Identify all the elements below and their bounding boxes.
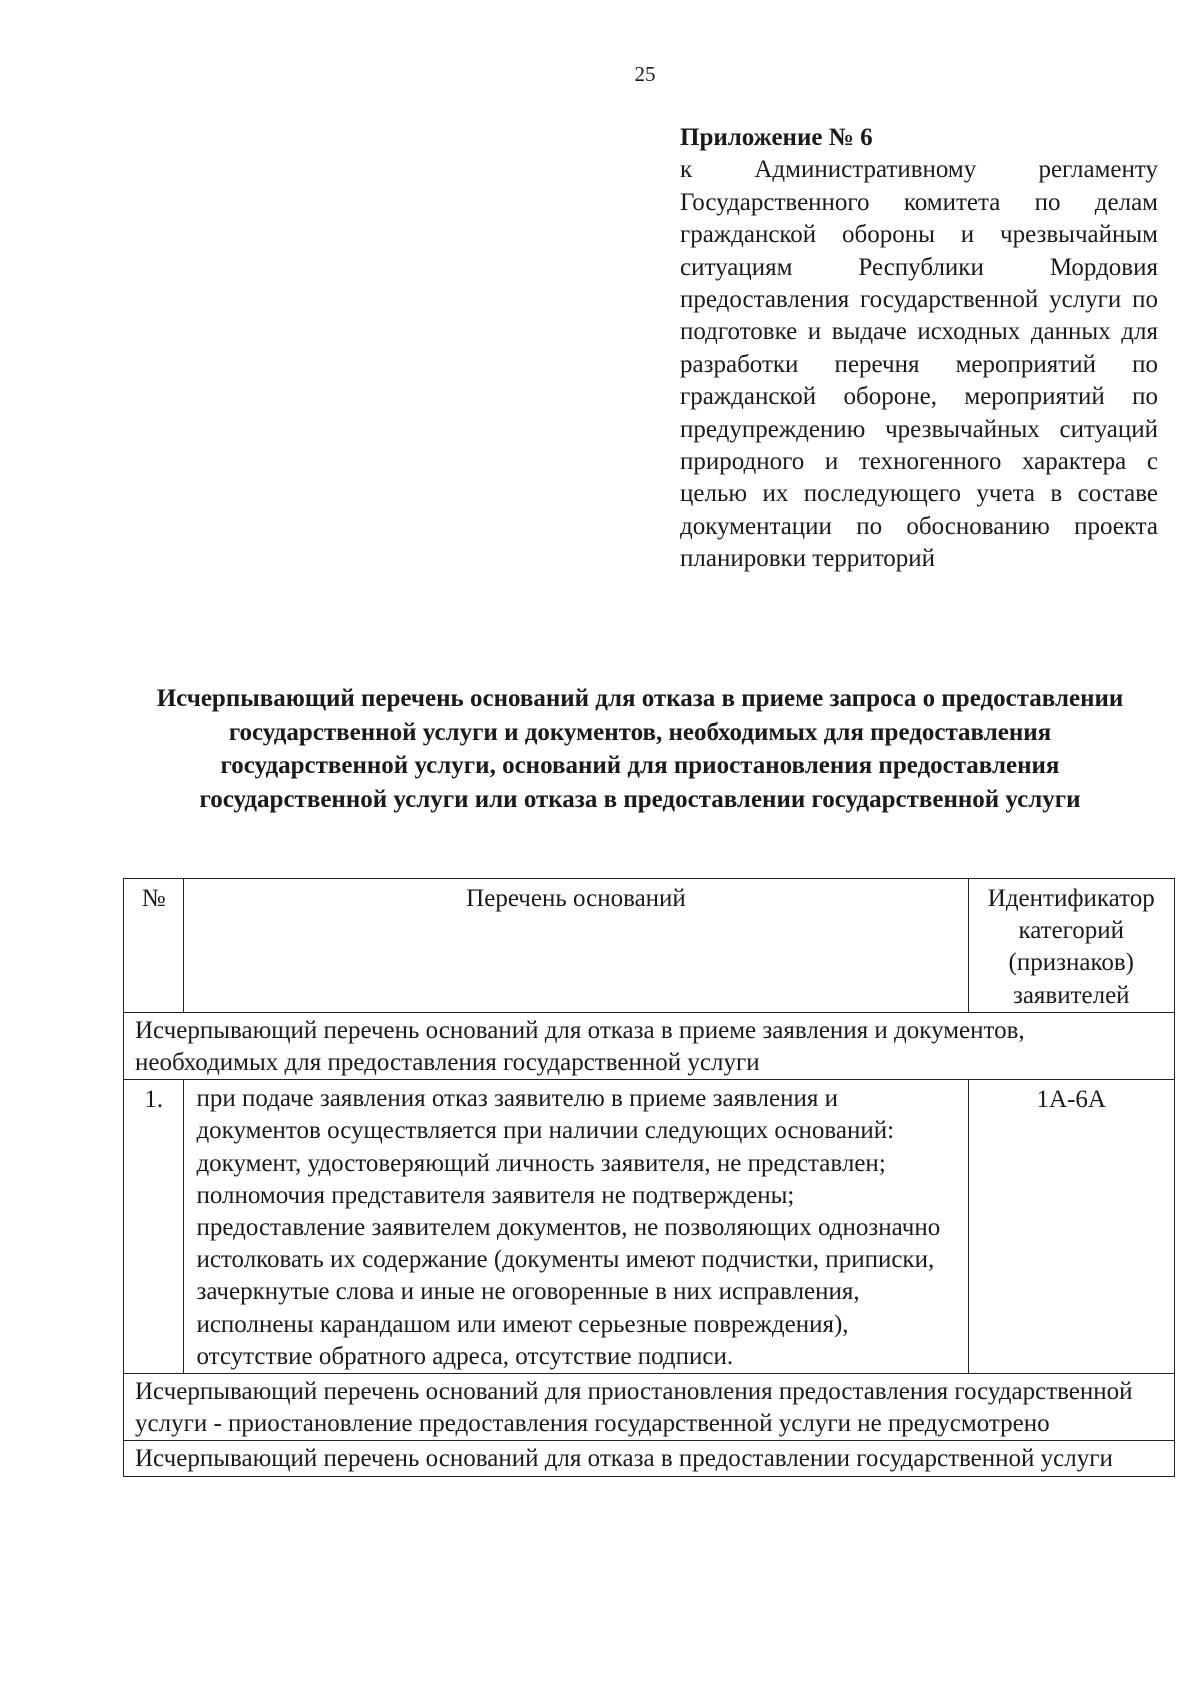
section-refusal-provision: Исчерпывающий перечень оснований для отказа в предоставлении государственной услуги bbox=[124, 1441, 1175, 1476]
page-number: 25 bbox=[634, 62, 656, 86]
table-section-row bbox=[124, 1374, 1175, 1441]
header-number: № bbox=[124, 879, 184, 1013]
row-number: 1. bbox=[124, 1080, 184, 1374]
header-grounds-list: Перечень оснований bbox=[184, 879, 968, 1013]
document-heading: Исчерпывающий перечень оснований для отказа в приеме запроса о предоставлении государственной услуги и документов, необходимых для предоставления государственной услуги, оснований для приостановления предоставления государственной услуги или отказа в предоставлении государственной услуги bbox=[156, 685, 1124, 813]
header-category-identifier-text: Идентификатор категорий (признаков) заявителей bbox=[987, 885, 1155, 1009]
table-section-row bbox=[124, 1012, 1175, 1079]
row-grounds-text: при подаче заявления отказ заявителю в приеме заявления и документов осуществляется при наличии следующих оснований: документ, удостоверяющий личность заявителя, не представлен; полномочия представителя заявителя не подтверждены; предоставление заявителем документов, не позволяющих однозначно истолковать их содержание (документы имеют подчистки, приписки, зачеркнутые слова и иные не оговоренные в них исправления, исполнены карандашом или имеют серьезные повреждения), отсутствие обратного адреса, отсутствие подписи. bbox=[184, 1080, 968, 1374]
header-category-identifier bbox=[968, 879, 1174, 1013]
grounds-table bbox=[123, 878, 1175, 1477]
table-header-row bbox=[124, 879, 1175, 1013]
row-category-identifier: 1А-6А bbox=[968, 1080, 1174, 1374]
appendix-body: к Административному регламенту Государственного комитета по делам гражданской обороны и чрезвычайным ситуациям Республики Мордовия предоставления государственной услуги по подготовке и выдаче исходных данных для разработки перечня мероприятий по гражданской обороне, мероприятий по предупреждению чрезвычайных ситуаций природного и техногенного характера с целью их последующего учета в составе документации по обоснованию проекта планировки территорий bbox=[680, 156, 1158, 573]
section-suspension: Исчерпывающий перечень оснований для приостановления предоставления государственной услуги - приостановление предоставления государственной услуги не предусмотрено bbox=[124, 1374, 1175, 1441]
appendix-title: Приложение № 6 bbox=[680, 124, 873, 151]
appendix-block bbox=[680, 122, 1158, 576]
table-section-row bbox=[124, 1441, 1175, 1476]
section-refusal-acceptance: Исчерпывающий перечень оснований для отказа в приеме заявления и документов, необходимых для предоставления государственной услуги bbox=[124, 1012, 1175, 1079]
table-row bbox=[124, 1080, 1175, 1374]
